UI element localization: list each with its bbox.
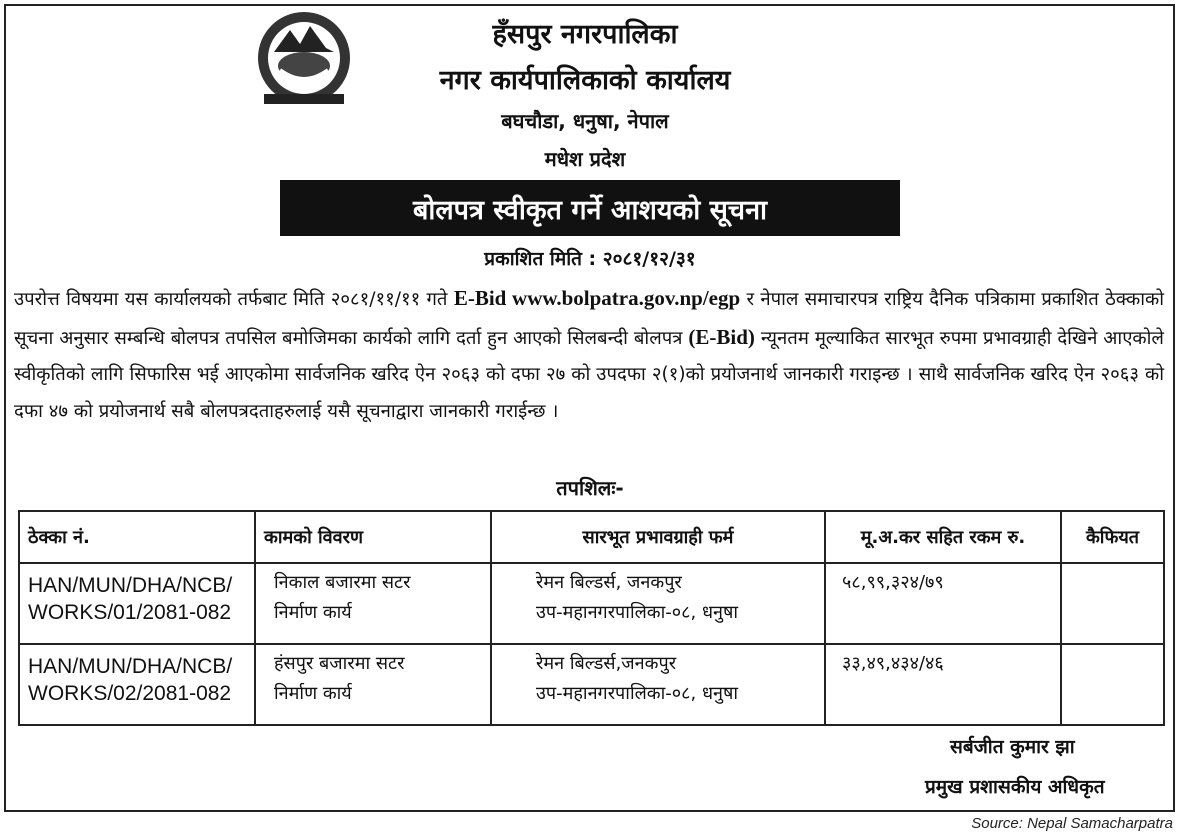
body-part-1: उपरोत्त विषयमा यस कार्यालयको तर्फबाट मिति २०८१/११/११ गते — [14, 289, 454, 310]
municipality-name: हँसपुर नगरपालिका — [492, 19, 678, 50]
contract-no-line2: WORKS/02/2081-082 — [28, 682, 232, 705]
remarks-cell — [1061, 644, 1164, 725]
signatory-name: सर्बजीत कुमार झा — [950, 736, 1075, 758]
work-desc-line1: निकाल बजारमा सटर — [274, 572, 411, 593]
firm-line1: रेमन बिल्डर्स,जनकपुर — [536, 653, 677, 674]
details-heading: तपशिलः- — [556, 476, 624, 500]
province-name: मधेश प्रदेश — [544, 147, 626, 171]
amount-cell: ३३,४९,४३४/४६ — [825, 644, 1061, 725]
source-credit: Source: Nepal Samacharpatra — [971, 815, 1173, 832]
notice-body — [14, 280, 1164, 430]
work-desc-cell — [255, 563, 491, 644]
body-part-2: र नेपाल समाचारपत्र राष्ट्रिय दैनिक पत्रिकामा प्रकाशित ठेक्काको सूचना अनुसार सम्बन्धि बोलपत्र तपसिल बमोजिमका कार्यको लागि दर्ता हुन आएको सिलबन्दी बोलपत्र — [14, 289, 1164, 349]
bid-table — [18, 510, 1165, 726]
contract-no-line1: HAN/MUN/DHA/NCB/ — [28, 655, 233, 678]
office-address: बघचौडा, धनुषा, नेपाल — [501, 109, 669, 133]
firm-cell — [491, 644, 825, 725]
contract-no-line2: WORKS/01/2081-082 — [28, 601, 232, 624]
col-header-work-desc: कामको विवरण — [255, 511, 491, 563]
firm-line2: उप-महानगरपालिका-०८, धनुषा — [536, 683, 739, 704]
col-header-amount: मू.अ.कर सहित रकम रु. — [825, 511, 1061, 563]
body-part-3: न्यूनतम मूल्याकित सारभूत रुपमा प्रभावग्राही देखिने आएकोले स्वीकृतिको लागि सिफारिस भई आएकोमा सार्वजनिक खरिद ऐन २०६३ को दफा २७ को उपदफा २(१)को प्रयोजनार्थ जानकारी गराइन्छ । साथै सार्वजनिक खरिद ऐन २०६३ को दफा ४७ को प्रयोजनार्थ सबै बोलपत्रदताहरुलाई यसै सूचनाद्वारा जानकारी गराईन्छ । — [14, 327, 1164, 422]
firm-cell — [491, 563, 825, 644]
firm-line1: रेमन बिल्डर्स, जनकपुर — [536, 572, 682, 593]
contract-no-cell — [19, 563, 255, 644]
table-row — [19, 563, 1164, 644]
firm-line2: उप-महानगरपालिका-०८, धनुषा — [536, 602, 739, 623]
signatory-title: प्रमुख प्रशासकीय अधिकृत — [925, 776, 1105, 798]
publication-date: प्रकाशित मिति : २०८१/१२/३१ — [484, 248, 696, 270]
contract-no-line1: HAN/MUN/DHA/NCB/ — [28, 574, 233, 597]
nepal-emblem-icon — [250, 8, 358, 110]
work-desc-cell — [255, 644, 491, 725]
col-header-firm: सारभूत प्रभावग्राही फर्म — [491, 511, 825, 563]
work-desc-line2: निर्माण कार्य — [274, 683, 352, 704]
work-desc-line1: हंसपुर बजारमा सटर — [274, 653, 405, 674]
amount-cell: ५८,९९,३२४/७९ — [825, 563, 1061, 644]
work-desc-line2: निर्माण कार्य — [274, 602, 352, 623]
col-header-remarks: कैफियत — [1061, 511, 1164, 563]
table-row — [19, 644, 1164, 725]
ebid-url: E-Bid www.bolpatra.gov.np/egp — [453, 286, 741, 310]
remarks-cell — [1061, 563, 1164, 644]
notice-title-banner — [280, 180, 900, 236]
contract-no-cell — [19, 644, 255, 725]
office-name: नगर कार्यपालिकाको कार्यालय — [439, 65, 731, 96]
notice-title: बोलपत्र स्वीकृत गर्ने आशयको सूचना — [412, 194, 768, 226]
col-header-contract-no: ठेक्का नं. — [19, 511, 255, 563]
ebid-label: (E-Bid) — [688, 324, 755, 349]
table-header-row — [19, 511, 1164, 563]
